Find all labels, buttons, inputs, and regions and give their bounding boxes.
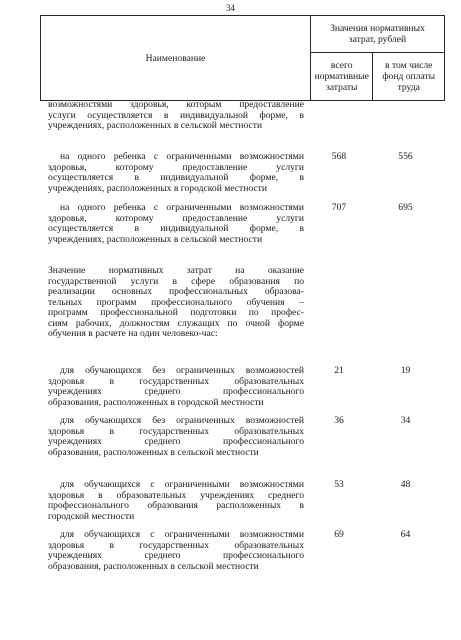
row-total-value: 707 xyxy=(331,202,347,213)
row-name-line: Значение нормативных затрат на оказание xyxy=(48,265,304,276)
row-name-line: городской местности xyxy=(48,510,135,522)
row-name xyxy=(48,366,304,408)
row-name-line: на одного ребенка с ограниченными возможностями xyxy=(60,151,304,162)
row-name-line: услуги осуществляется в индивидуальной форме, в xyxy=(48,109,304,121)
row-name xyxy=(48,530,304,572)
column-header-group-line: Значения нормативных xyxy=(330,23,425,34)
row-name-line: сиям рабочих, должностям служащих по очной форме xyxy=(48,317,304,329)
column-header-fot-line: труда xyxy=(397,82,420,93)
row-name xyxy=(48,480,304,522)
column-header-total xyxy=(311,53,373,101)
row-name-line: образования, расположенных в сельской местности xyxy=(48,446,259,458)
column-header-fot-line: фонд оплаты xyxy=(382,71,436,82)
column-header-total-line: всего xyxy=(330,60,353,71)
row-fot-value: 556 xyxy=(398,151,413,162)
row-name-line: образования, расположенных в городской местности xyxy=(48,396,264,408)
row-name-line: осуществляется в индивидуальной форме, в xyxy=(48,172,304,183)
row-name-line: учреждениях, расположенных в сельской местности xyxy=(48,233,263,245)
row-name xyxy=(48,100,304,132)
column-header-total-line: нормативные xyxy=(314,71,369,82)
row-name-line: здоровья, которому предоставление услуги xyxy=(48,161,304,173)
row-name-line: учреждениях среднего профессионального xyxy=(48,436,304,447)
row-fot-value: 64 xyxy=(400,529,411,540)
row-name-line: учреждениях, расположенных в сельской местности xyxy=(48,120,263,131)
row-name-line: здоровья, которому предоставление услуги xyxy=(48,212,304,224)
row-name-line: реализации основных профессиональных образова- xyxy=(48,286,304,297)
row-fot-value: 48 xyxy=(400,479,411,490)
row-total-value: 568 xyxy=(331,151,347,162)
row-name xyxy=(48,203,304,245)
row-fot-value: 19 xyxy=(400,365,411,376)
column-header-fot-line: в том числе xyxy=(385,60,433,71)
row-total-value: 21 xyxy=(334,365,344,376)
row-name-line: на одного ребенка с ограниченными возможностями xyxy=(60,202,304,213)
column-header-group-line: затрат, рублей xyxy=(348,34,407,45)
row-name-line: здоровья в государственных образовательных xyxy=(48,539,304,551)
row-name-line: тельных программ профессионального обучения – xyxy=(48,296,304,308)
row-name-line: учреждениях среднего профессионального xyxy=(48,386,304,397)
table-header xyxy=(40,15,445,101)
row-name-line: здоровья в образовательных учреждениях среднего xyxy=(48,489,304,501)
row-name-line: образования, расположенных в сельской местности xyxy=(48,560,259,572)
row-total-value: 69 xyxy=(334,529,344,540)
column-header-name xyxy=(41,16,311,101)
row-name-line: возможностями здоровья, которым предоставление xyxy=(48,99,304,110)
row-name xyxy=(48,416,304,458)
column-header-group xyxy=(311,16,445,53)
row-name-line: для обучающихся без ограниченных возможностей xyxy=(60,365,304,376)
row-name-line: для обучающихся без ограниченных возможностей xyxy=(60,415,304,426)
row-name xyxy=(48,152,304,194)
column-header-total-line: затраты xyxy=(325,82,358,93)
row-total-value: 53 xyxy=(334,479,344,490)
row-name-line: государственной услуги в сфере образования по xyxy=(48,275,304,287)
row-name-line: программ профессиональной подготовки по профес- xyxy=(48,307,304,318)
row-fot-value: 34 xyxy=(400,415,411,426)
column-header-fot xyxy=(373,53,445,101)
row-name-line: здоровья в государственных образовательных xyxy=(48,375,304,387)
row-fot-value: 695 xyxy=(398,202,413,213)
row-name-line: учреждениях, расположенных в городской местности xyxy=(48,182,268,194)
row-name-line: осуществляется в индивидуальной форме, в xyxy=(48,223,304,234)
row-name-line: профессионального образования расположенных в xyxy=(48,500,304,511)
row-name-line: обучения в расчете на один человеко-час: xyxy=(48,328,218,339)
row-name xyxy=(48,266,304,340)
column-header-name-label: Наименование xyxy=(145,52,206,64)
row-name-line: здоровья в государственных образовательных xyxy=(48,425,304,437)
row-name-line: учреждениях среднего профессионального xyxy=(48,550,304,561)
row-name-line: для обучающихся с ограниченными возможностями xyxy=(60,479,304,490)
row-total-value: 36 xyxy=(334,415,344,426)
page-number: 34 xyxy=(226,3,235,13)
row-name-line: для обучающихся с ограниченными возможностями xyxy=(60,529,304,540)
